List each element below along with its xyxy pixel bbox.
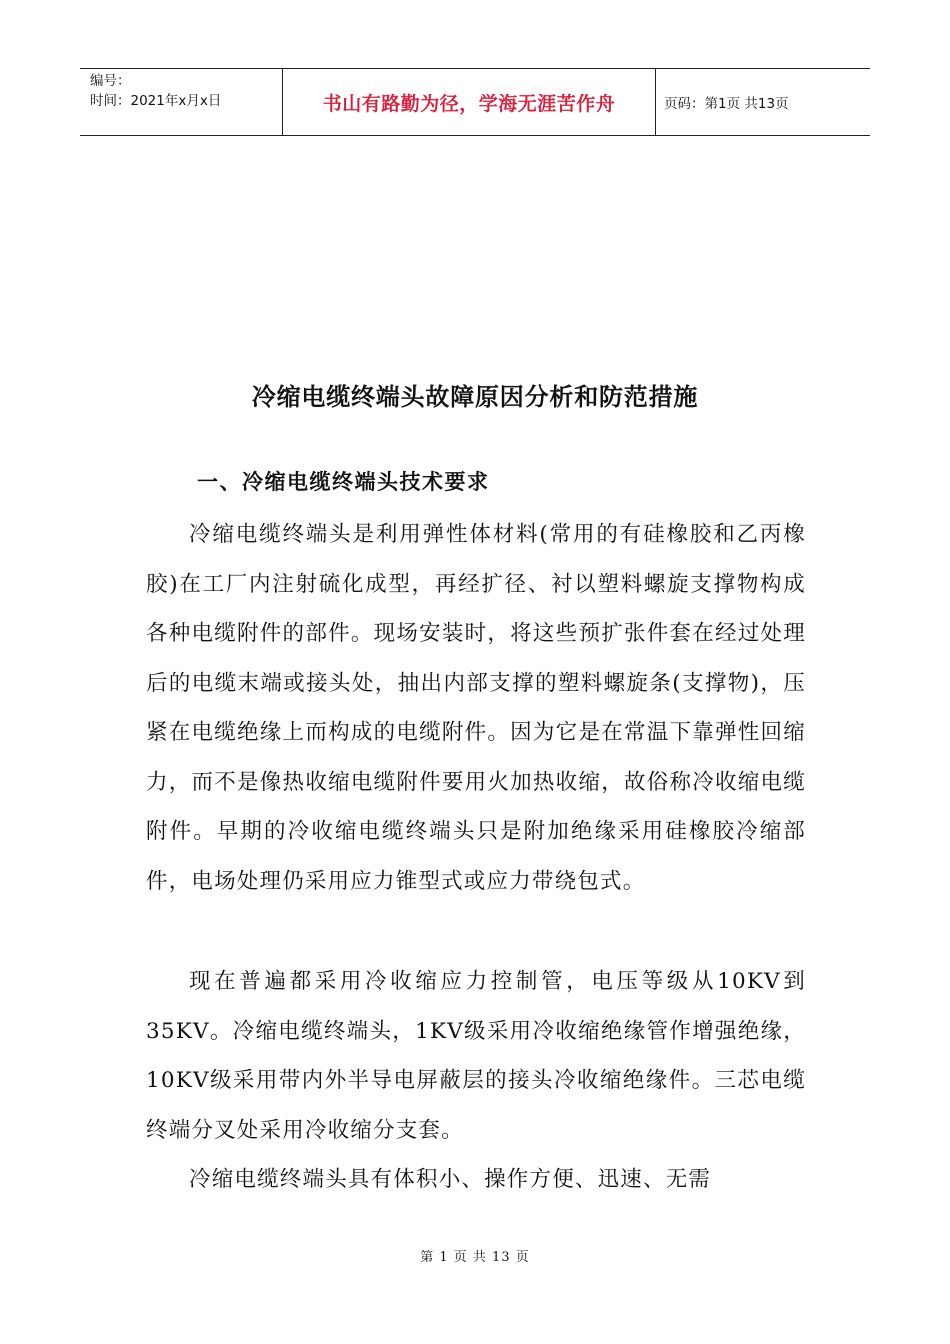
- body-paragraph: 现在普遍都采用冷收缩应力控制管，电压等级从10KV到35KV。冷缩电缆终端头，1KV级采用冷收缩绝缘管作增强绝缘，10KV级采用带内外半导电屏蔽层的接头冷收缩绝缘件。三芯电缆终端分叉处采用冷收缩分支套。: [146, 969, 806, 1143]
- body-paragraph: 冷缩电缆终端头具有体积小、操作方便、迅速、无需: [189, 1167, 712, 1192]
- header-page-cell: [656, 69, 870, 135]
- header-meta-cell: [80, 69, 282, 135]
- header-table: [80, 68, 870, 136]
- header-motto-cell: [282, 69, 656, 135]
- section-heading: 一、冷缩电缆终端头技术要求: [197, 470, 490, 494]
- document-title: 冷缩电缆终端头故障原因分析和防范措施: [251, 383, 699, 411]
- header-motto: 书山有路勤为径，学海无涯苦作舟: [322, 92, 616, 115]
- document-time-label: 时间：2021年x月x日: [90, 93, 222, 109]
- header-page-info: 页码：第1页 共13页: [664, 96, 789, 112]
- document-number-label: 编号：: [90, 73, 131, 89]
- body-paragraph: 冷缩电缆终端头是利用弹性体材料(常用的有硅橡胶和乙丙橡胶)在工厂内注射硫化成型，再经扩径、衬以塑料螺旋支撑物构成各种电缆附件的部件。现场安装时，将这些预扩张件套在经过处理后的电缆末端或接头处，抽出内部支撑的塑料螺旋条(支撑物)，压紧在电缆绝缘上而构成的电缆附件。因为它是在常温下靠弹性回缩力，而不是像热收缩电缆附件要用火加热收缩，故俗称冷收缩电缆附件。早期的冷收缩电缆终端头只是附加绝缘采用硅橡胶冷缩部件，电场处理仍采用应力锥型式或应力带绕包式。: [146, 522, 806, 894]
- page-footer: 第 1 页 共 13 页: [420, 1250, 530, 1265]
